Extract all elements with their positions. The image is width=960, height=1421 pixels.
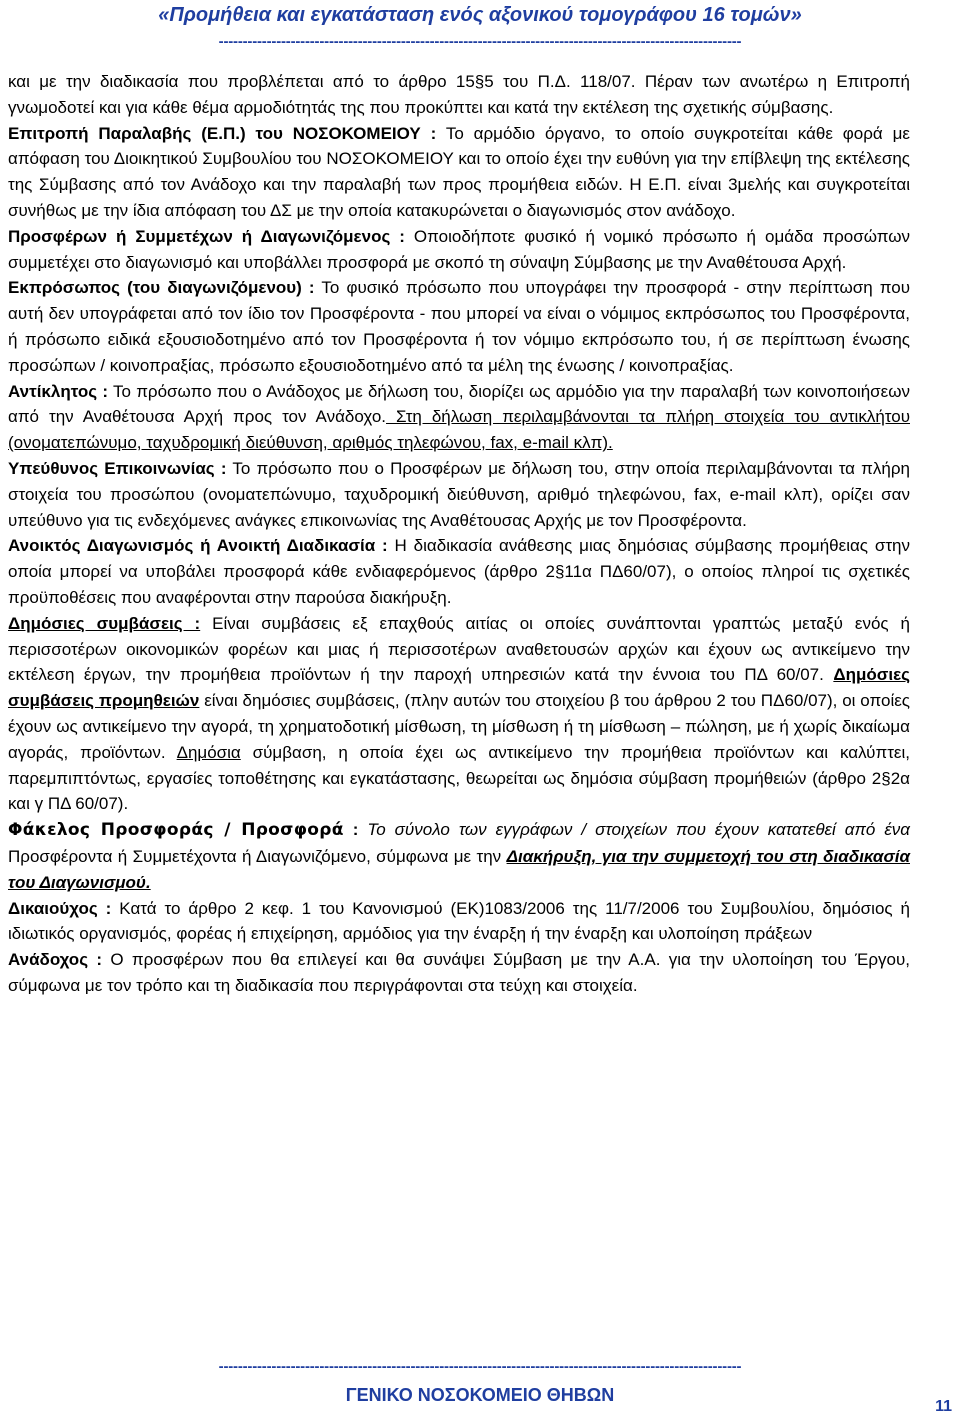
term-contractor: Ανάδοχος : [8, 950, 103, 970]
paragraph-bidder [8, 224, 910, 276]
term-bidder: Προσφέρων ή Συμμετέχων ή Διαγωνιζόμενος : [8, 226, 405, 246]
bold-italic-underlined-text: Διακήρυξη, για την συμμετοχή του στη διαδικασία του Διαγωνισμού. [8, 846, 910, 892]
italic-text: Το σύνολο των εγγράφων / στοιχείων που έχουν κατατεθεί από ένα [367, 820, 910, 840]
paragraph-open-tender [8, 533, 910, 610]
paragraph-public-contracts [8, 611, 910, 817]
definition-text: Το αρμόδιο όργανο, το οποίο συγκροτείται κάθε φορά με απόφαση του Διοικητικού Συμβουλίου του ΝΟΣΟΚΟΜΕΙΟΥ και το οποίο έχει την ευθύνη για την επίβλεψη της εκτέλεσης της Σύμβασης από τον Ανάδοχο και την παραλαβή των προς προμήθεια ειδών. Η Ε.Π. είναι 3μελής και συγκροτείται συνήθως με την ίδια απόφαση του ΔΣ με την οποία κατακυρώνεται ο διαγωνισμός στον ανάδοχο. [8, 123, 910, 220]
header-dashed-rule: ------------------------------------------------------------------------------------------------------------- [218, 33, 742, 50]
term-tender-folder: Φάκελος Προσφοράς / Προσφορά [8, 820, 344, 841]
term-agent: Αντίκλητος : [8, 381, 108, 401]
definition-text: Το πρόσωπο που ο Προσφέρων με δήλωση του, στην οποία περιλαμβάνονται τα πλήρη στοιχεία του προσώπου (ονοματεπώνυμο, ταχυδρομική διεύθυνση, αριθμό τηλεφώνου, fax, e-mail κλπ), ορίζει σαν υπεύθυνο για τις ενδεχόμενες ανάγκες επικοινωνίας της Αναθέτουσας Αρχής με τον Προσφέροντα. [8, 458, 910, 530]
term-beneficiary: Δικαιούχος : [8, 898, 112, 918]
paragraph-agent [8, 379, 910, 456]
definition-text: Το φυσικό πρόσωπο που υπογράφει την προσφορά - στην περίπτωση που αυτή δεν υπογράφεται από τον ίδιο τον Προσφέροντα - που μπορεί να είναι ο νόμιμος εκπρόσωπος του Προσφέροντα, ή πρόσωπο ειδικά εξουσιοδοτημένο από τον Προσφέροντα ή τον νόμιμο εκπρόσωπο του, ή σε περίπτωση ένωσης προσώπων / κοινοπραξίας, πρόσωπο εξουσιοδοτημένο από τα μέλη της ένωσης / κοινοπραξίας. [8, 278, 910, 375]
definition-text: Ο προσφέρων που θα επιλεγεί και θα συνάψει Σύμβαση με την Α.Α. για την υλοποίηση του Έργου, σύμφωνα με τον τρόπο και τη διαδικασία που περιγράφονται στα τεύχη και στοιχεία. [8, 950, 910, 995]
definition-text: Η διαδικασία ανάθεσης μιας δημόσιας σύμβασης προμήθειας στην οποία μπορεί να υποβάλει προσφορά κάθε ενδιαφερόμενος (άρθρο 2§11α ΠΔ60/07), ο οποίος πληροί τις σχετικές προϋποθέσεις που αναφέρονται στην παρούσα διακήρυξη. [8, 536, 910, 607]
page-number: 11 [935, 1398, 952, 1415]
term-representative: Εκπρόσωπος (του διαγωνιζόμενου) : [8, 278, 315, 298]
paragraph-tender-folder [8, 817, 910, 895]
document-body [8, 69, 910, 999]
paragraph-committee-procedure [8, 69, 910, 121]
paragraph-contact-person [8, 456, 910, 533]
definition-text: Προσφέροντα ή Συμμετέχοντα ή Διαγωνιζόμενο, σύμφωνα με την [8, 846, 507, 866]
footer-hospital-name: ΓΕΝΙΚΟ ΝΟΣΟΚΟΜΕΙΟ ΘΗΒΩΝ [345, 1385, 615, 1405]
term-public-contracts: Δημόσιες συμβάσεις : [8, 613, 201, 633]
term-public-supply-contracts: Δημόσιες συμβάσεις προμηθειών [8, 665, 911, 711]
paragraph-text: και με την διαδικασία που προβλέπεται από το άρθρο 15§5 του Π.Δ. 118/07. Πέραν των ανωτέρω η Επιτροπή γνωμοδοτεί και για κάθε θέμα αρμοδιότητάς της που προκύπτει και κατά την εκτέλεση της σχετικής σύμβασης. [8, 72, 910, 117]
underlined-text: Δημόσια [176, 742, 241, 762]
underlined-text: Στη δήλωση περιλαμβάνονται τα πλήρη στοιχεία του αντικλήτου (ονοματεπώνυμο, ταχυδρομική διεύθυνση, αριθμός τηλεφώνου, fax, e-mail κλπ). [8, 407, 910, 453]
term-contact-person: Υπεύθυνος Επικοινωνίας : [8, 458, 227, 478]
term-acceptance-committee: Επιτροπή Παραλαβής (Ε.Π.) του ΝΟΣΟΚΟΜΕΙΟΥ : [8, 123, 437, 143]
definition-text: σύμβαση, η οποία έχει ως αντικείμενο την προμήθεια προϊόντων και καλύπτει, παρεμπιπτόντως, εργασίες τοποθέτησης και εγκατάστασης, θεωρείται ως δημόσια σύμβαση προμήθειών (άρθρο 2§2α και γ ΠΔ 60/07). [8, 742, 910, 814]
term-open-tender: Ανοικτός Διαγωνισμός ή Ανοικτή Διαδικασία : [8, 536, 388, 556]
document-header-title: «Προμήθεια και εγκατάσταση ενός αξονικού τομογράφου 16 τομών» [158, 4, 802, 26]
definition-text: Είναι συμβάσεις εξ επαχθούς αιτίας οι οποίες συνάπτονται γραπτώς μεταξύ ενός ή περισσοτέρων οικονομικών φορέων και μιας ή περισσοτέρων αναθετουσών αρχών και έχουν ως αντικείμενο την εκτέλεση έργων, την προμήθεια προϊόντων ή την παροχή υπηρεσιών κατά την έννοια του ΠΔ 60/07. [8, 613, 910, 685]
definition-text: Το πρόσωπο που ο Ανάδοχος με δήλωση του, διορίζει ως αρμόδιο για την παραλαβή των κοινοποιήσεων από την Αναθέτουσα Αρχή προς τον Ανάδοχο. [8, 381, 910, 427]
term-separator: : [343, 820, 368, 840]
paragraph-beneficiary [8, 896, 910, 948]
definition-text: είναι δημόσιες συμβάσεις, (πλην αυτών του στοιχείου β του άρθρου 2 του ΠΔ60/07), οι οποίες έχουν ως αντικείμενο την αγορά, τη χρηματοδοτική μίσθωση, τη μίσθωση ή τη μίσθωση – πώληση, με ή χωρίς δικαίωμα αγοράς, προϊόντων. [8, 691, 911, 762]
paragraph-acceptance-committee [8, 121, 910, 224]
definition-text: Οποιοδήποτε φυσικό ή νομικό πρόσωπο ή ομάδα προσώπων συμμετέχει στο διαγωνισμό και υποβάλλει προσφορά με σκοπό τη σύναψη Σύμβασης με την Αναθέτουσα Αρχή. [8, 226, 910, 272]
paragraph-contractor [8, 947, 910, 999]
paragraph-representative [8, 275, 910, 378]
footer-dashed-rule: ------------------------------------------------------------------------------------------------------------- [218, 1358, 742, 1375]
definition-text: Κατά το άρθρο 2 κεφ. 1 του Κανονισμού (ΕΚ)1083/2006 της 11/7/2006 του Συμβουλίου, δημόσιος ή ιδιωτικός οργανισμός, φορέας ή επιχείρηση, αρμόδιος για την έναρξη ή την έναρξη και υλοποίηση πράξεων [8, 898, 911, 944]
